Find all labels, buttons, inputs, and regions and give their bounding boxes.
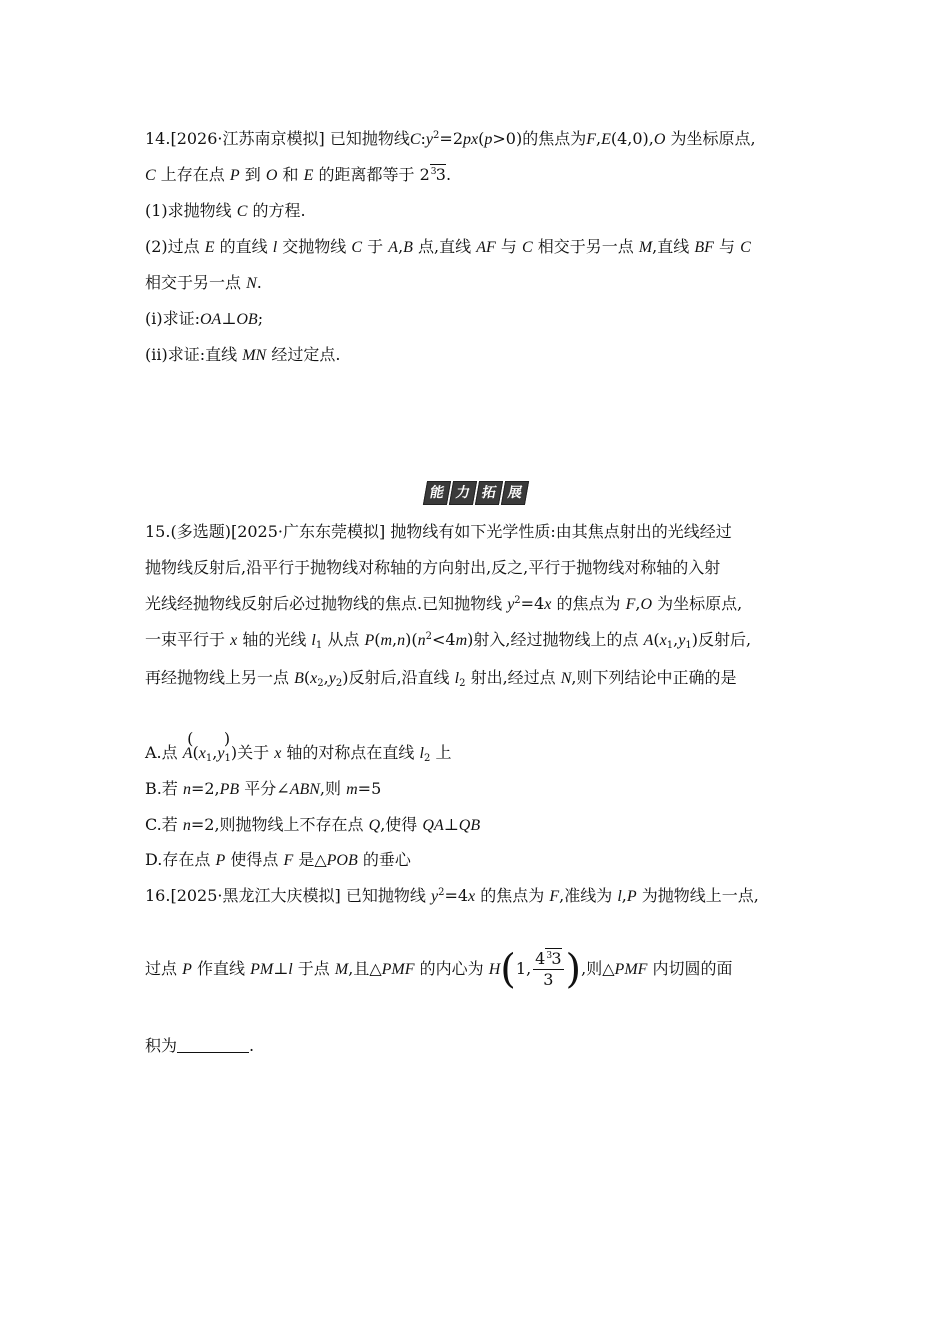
text: 再经抛物线上另一点	[145, 668, 290, 687]
text: ,则△	[581, 959, 615, 978]
text: 已知抛物线	[345, 886, 426, 905]
cube-root-3: 3 3	[430, 165, 446, 184]
q14-source: [2026·江苏南京模拟]	[170, 129, 325, 148]
text: 为坐标原点,	[670, 129, 756, 148]
text: (i)求证:	[145, 309, 200, 328]
text: 为抛物线上一点,	[641, 886, 759, 905]
text: 上	[435, 743, 452, 762]
q14-line-2: C 上存在点 P 到 O 和 E 的距离都等于 2 3 3.	[145, 165, 452, 184]
text: 的方程.	[252, 201, 306, 220]
fraction: 4 3 3 3	[535, 949, 562, 989]
text: 的焦点为	[556, 594, 621, 613]
text: 已知抛物线	[329, 129, 410, 148]
answer-blank[interactable]	[177, 1036, 249, 1053]
text: A.点	[145, 743, 178, 762]
q15-line-4: 一束平行于 x 轴的光线 $l_1$ 从点 $P(m,n)(n^2<4m)$射入,经过抛物线上的点 $A(x_1,y_1)$反射后,	[145, 630, 752, 651]
text: 积为	[145, 1036, 178, 1055]
q15-line-1	[145, 521, 732, 543]
q16-number: 16.	[145, 886, 171, 905]
q16-line-2: 过点 P 作直线 PM⊥l 于点 M,且△PMF 的内心为 H(1, 4 3 3 3 ),则△PMF 内切圆的面	[145, 946, 733, 993]
q15-source: [2025·广东东莞模拟]	[230, 522, 386, 541]
q15-tag: (多选题)	[170, 522, 231, 541]
q15-line-3: 光线经抛物线反射后必过抛物线的焦点.已知抛物线 $y^2=4x$ 的焦点为 F,O 为坐标原点,	[145, 594, 743, 613]
text: 关于	[237, 743, 270, 762]
q14-sub-ii: (ii)求证:直线 MN 经过定点.	[145, 345, 341, 364]
text: 的垂心	[362, 850, 411, 869]
text: 于	[367, 237, 384, 256]
q14-part1: (1)求抛物线 C 的方程.	[145, 201, 306, 220]
text: 是△	[298, 850, 327, 869]
text: 经过定点.	[271, 345, 341, 364]
text: (1)求抛物线	[145, 201, 232, 220]
q16-line-3: 积为 .	[145, 1036, 255, 1055]
text: 上存在点	[160, 165, 225, 184]
text: 与	[719, 237, 736, 256]
text: 与	[500, 237, 517, 256]
answer-paren: ( )	[187, 729, 231, 748]
q14-line-1: 14.[2026·江苏南京模拟] 已知抛物线$C:y^2=2px(p>0)$的焦点为F,E(4,0),O 为坐标原点,	[145, 129, 756, 148]
text: 轴的光线	[242, 630, 307, 649]
banner-char: 展	[501, 481, 529, 505]
text: ,使得	[380, 815, 418, 834]
text: 使得点	[230, 850, 279, 869]
text: 点,直线	[418, 237, 472, 256]
text: 的距离都等于	[318, 165, 415, 184]
q16-line-1: 16.[2025·黑龙江大庆模拟] 已知抛物线 $y^2=4x$ 的焦点为 F,准线为 l,P 为抛物线上一点,	[145, 886, 759, 905]
text: 平分∠	[244, 779, 290, 798]
text: B.若	[145, 779, 178, 798]
banner-char: 力	[449, 481, 477, 505]
text: 交抛物线	[282, 237, 347, 256]
text: ,直线	[652, 237, 690, 256]
banner-char: 能	[423, 481, 451, 505]
text: 抛物线有如下光学性质:由其焦点射出的光线经过	[390, 522, 732, 541]
text: (ii)求证:直线	[145, 345, 238, 364]
text: 于点	[297, 959, 330, 978]
text: ,则下列结论中正确的是	[571, 668, 737, 687]
text: ,准线为	[559, 886, 613, 905]
text: 过点	[145, 959, 178, 978]
banner-char: 拓	[475, 481, 503, 505]
section-banner	[425, 481, 527, 505]
text: 到	[244, 165, 261, 184]
text: 一束平行于	[145, 630, 226, 649]
text: 射入,经过抛物线上的点	[473, 630, 639, 649]
q15-option-b: B.若 n=2,PB 平分∠ABN,则 m=5	[145, 779, 382, 798]
text: 轴的对称点在直线	[286, 743, 415, 762]
q14-part2-line-2: 相交于另一点 N.	[145, 273, 262, 292]
text: 的内心为	[419, 959, 484, 978]
q14-part2-line-1: (2)过点 E 的直线 l 交抛物线 C 于 A,B 点,直线 AF 与 C 相交于另一点 M,直线 BF 与 C	[145, 237, 751, 256]
text: ,则	[319, 779, 341, 798]
text: 作直线	[196, 959, 245, 978]
text: ,且△	[348, 959, 382, 978]
text: 反射后,沿直线	[348, 668, 450, 687]
q15-option-d: D.存在点 P 使得点 F 是△POB 的垂心	[145, 850, 411, 869]
text: 光线经抛物线反射后必过抛物线的焦点.已知抛物线	[145, 594, 503, 613]
q15-line-2	[145, 557, 720, 579]
text: 射出,经过点	[470, 668, 556, 687]
q16-source: [2025·黑龙江大庆模拟]	[170, 886, 341, 905]
text: 和	[282, 165, 299, 184]
text: 抛物线反射后,沿平行于抛物线对称轴的方向射出,反之,平行于抛物线对称轴的入射	[145, 558, 721, 577]
text: 内切圆的面	[652, 959, 733, 978]
text: 反射后,	[697, 630, 752, 649]
text: 相交于另一点	[145, 273, 242, 292]
q15-option-c: C.若 n=2,则抛物线上不存在点 Q,使得 QA⊥QB	[145, 815, 481, 834]
text: 的焦点为	[522, 129, 587, 148]
text: 为坐标原点,	[657, 594, 743, 613]
text: 的焦点为	[480, 886, 545, 905]
q15-number: 15.	[145, 522, 171, 541]
text: 从点	[327, 630, 360, 649]
q14-sub-i: (i)求证:OA⊥OB;	[145, 309, 264, 328]
q14-number: 14.	[145, 129, 171, 148]
text: D.存在点	[145, 850, 211, 869]
text: ,则抛物线上不存在点	[214, 815, 364, 834]
q15-option-a: A.点 $A(x_1,y_1)$关于 x 轴的对称点在直线 $l_2$ 上	[145, 743, 452, 764]
text: (2)过点	[145, 237, 200, 256]
text: 相交于另一点	[537, 237, 634, 256]
q15-line-5: 再经抛物线上另一点 $B(x_2,y_2)$反射后,沿直线 $l_2$ 射出,经过点 N,则下列结论中正确的是	[145, 668, 737, 689]
text: 的直线	[219, 237, 268, 256]
text: C.若	[145, 815, 178, 834]
